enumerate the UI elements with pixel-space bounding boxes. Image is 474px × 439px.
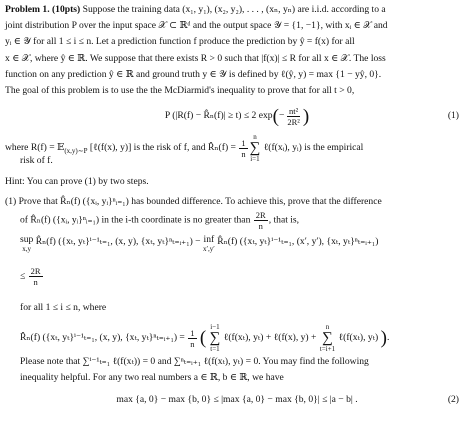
note-line-1: Please note that ∑ⁱ⁻¹ₜ₌₁ ℓ(f(xₜ)) = 0 and ∑ⁿₜ₌ᵢ₊₁ ℓ(f(xₜ), yₜ) = 0. You may find the following	[20, 356, 369, 368]
rn-sum-2-bottom: t=i+1	[319, 345, 336, 354]
sup-under: x,y	[22, 244, 32, 253]
equation-2-number: (2)	[447, 394, 459, 406]
inf-operator	[203, 234, 215, 253]
note-line-2: inequality helpful. For any two real numbers a ∈ ℝ, b ∈ ℝ, we have	[20, 372, 284, 384]
step1-line-2-end: , that is,	[268, 214, 300, 226]
rn-definition-row	[20, 323, 389, 353]
bound-frac-den: n	[33, 276, 38, 287]
where-frac-den: n	[241, 148, 246, 159]
problem-heading: Problem 1. (10pts)	[5, 4, 81, 15]
where-sum-top: n	[253, 133, 257, 142]
where-empirical-def: [ℓ(f(x), y)] is the risk of f, and R̂ₙ(f) =	[87, 142, 239, 154]
rn-sum-2	[320, 323, 335, 353]
where-sum-bottom: i=1	[250, 155, 260, 164]
rn-period: .	[386, 332, 390, 344]
rn-sum-1-bottom: t=1	[210, 345, 220, 354]
equation-1	[5, 99, 469, 133]
rn-middle: ℓ(f(xₜ), yₜ) + ℓ(f(x), y) +	[223, 332, 317, 344]
problem-line-6: The goal of this problem is to use the the McDiarmid's inequality to prove that for all t > 0,	[5, 85, 355, 97]
where-line-1	[5, 133, 469, 164]
hint-line: Hint: You can prove (1) by two steps.	[5, 176, 149, 188]
problem-line-1	[5, 2, 469, 18]
rn-frac-den: n	[190, 338, 195, 349]
where-expectation-sub: (x,y)∼P	[64, 147, 88, 156]
bound-frac-num: 2R	[30, 265, 41, 276]
rn-close-paren: )	[380, 327, 387, 349]
sum-symbol: ∑	[209, 330, 221, 347]
le-symbol: ≤	[20, 270, 26, 282]
step1-line-2	[5, 210, 469, 230]
sum-symbol: ∑	[249, 140, 261, 157]
problem-line-4: x ∈ 𝒳, where ŷ ∈ ℝ. We suppose that there exists R > 0 such that |f(x)| ≤ R for all x ∈ 𝒳. The loss	[5, 52, 386, 64]
rn-sum-2-top: n	[325, 323, 330, 332]
bound-fraction	[29, 266, 43, 287]
equation-1-frac-den: 2R²	[287, 116, 300, 127]
rn-frac-num: 1	[190, 327, 195, 338]
where-line-2: risk of f.	[20, 155, 53, 167]
sup-expression: R̂ₙ(f) ({xₜ, yₜ}ⁱ⁻¹ₜ₌₁, (x, y), {xₜ, yₜ}ⁿₜ₌ᵢ₊₁) −	[35, 235, 203, 247]
rn-definition	[5, 316, 469, 354]
problem-line-2: joint distribution P over the input space 𝒳 ⊂ ℝᵈ and the output space 𝒴 = {1, −1}, with xᵢ ∈ 𝒳 and	[5, 20, 388, 32]
equation-1-lhs: P (|R(f) − R̂ₙ(f)| ≥ t) ≤ 2 exp	[164, 110, 273, 122]
rn-fraction	[188, 328, 196, 349]
inf-under: x′,y′	[202, 244, 215, 253]
bound-row	[20, 266, 44, 287]
rn-lhs: R̂ₙ(f) ({xₜ, yₜ}ⁱ⁻¹ₜ₌₁, (x, y), {xₜ, yₜ}ⁿₜ₌ᵢ₊₁) =	[20, 332, 185, 344]
step1-line-1: (1) Prove that R̂ₙ(f) ({xᵢ, yᵢ}ⁿᵢ₌₁) has bounded difference. To achieve this, prove that the difference	[5, 195, 382, 207]
equation-1-close-paren: )	[302, 105, 310, 127]
sup-operator	[20, 234, 33, 253]
rn-end: ℓ(f(xₜ), yₜ)	[338, 332, 379, 344]
equation-1-number: (1)	[447, 110, 459, 122]
rn-sum-1-top: i−1	[210, 323, 220, 332]
rn-sum-1	[210, 323, 221, 353]
where-sum	[250, 133, 261, 163]
sup-inf-row	[20, 234, 378, 253]
equation-1-minus: −	[278, 110, 285, 122]
equation-1-fraction	[285, 106, 301, 127]
where-frac-num: 1	[241, 137, 246, 148]
step1-frac-den: n	[258, 220, 263, 231]
step1-line-2-text: of R̂ₙ(f) ({xᵢ, yᵢ}ⁿᵢ₌₁) in the i-th coordinate is no greater than	[20, 214, 253, 226]
step1-frac-num: 2R	[255, 209, 266, 220]
equation-1-frac-num: nt²	[289, 105, 299, 116]
problem-line-3: yᵢ ∈ 𝒴 for all 1 ≤ i ≤ n. Let a prediction function f produce the prediction by ŷ = f(x) for all	[5, 36, 355, 48]
equation-1-open-paren: (	[272, 105, 279, 127]
problem-page	[5, 0, 469, 410]
where-risk-def: where R(f) = 𝔼	[5, 142, 65, 154]
sup-inf-inequality	[5, 230, 469, 288]
rn-open-paren: (	[199, 327, 207, 349]
forall-line: for all 1 ≤ i ≤ n, where	[20, 301, 107, 313]
problem-line-1-text: Suppose the training data (x₁, y₁), (x₂, y₂), . . . , (xₙ, yₙ) are i.i.d. according to a	[80, 4, 386, 15]
step1-fraction	[254, 210, 268, 231]
where-empirical-rest: ℓ(f(xᵢ), yᵢ) is the empirical	[261, 142, 364, 154]
inf-label: inf	[203, 233, 215, 245]
equation-2	[5, 390, 469, 410]
sum-symbol: ∑	[322, 330, 333, 347]
where-fraction	[239, 138, 247, 159]
inf-expression: R̂ₙ(f) ({xₜ, yₜ}ⁱ⁻¹ₜ₌₁, (x′, y′), {xₜ, yₜ}ⁿₜ₌ᵢ₊₁)	[217, 235, 379, 247]
sup-label: sup	[20, 233, 34, 245]
equation-2-body: max {a, 0} − max {b, 0} ≤ |max {a, 0} − max {b, 0}| ≤ |a − b| .	[116, 394, 358, 406]
problem-line-5: function on any prediction ŷ ∈ ℝ and ground truth y ∈ 𝒴 is defined by ℓ(ŷ, y) = max {1 − yŷ, 0}.	[5, 68, 382, 80]
